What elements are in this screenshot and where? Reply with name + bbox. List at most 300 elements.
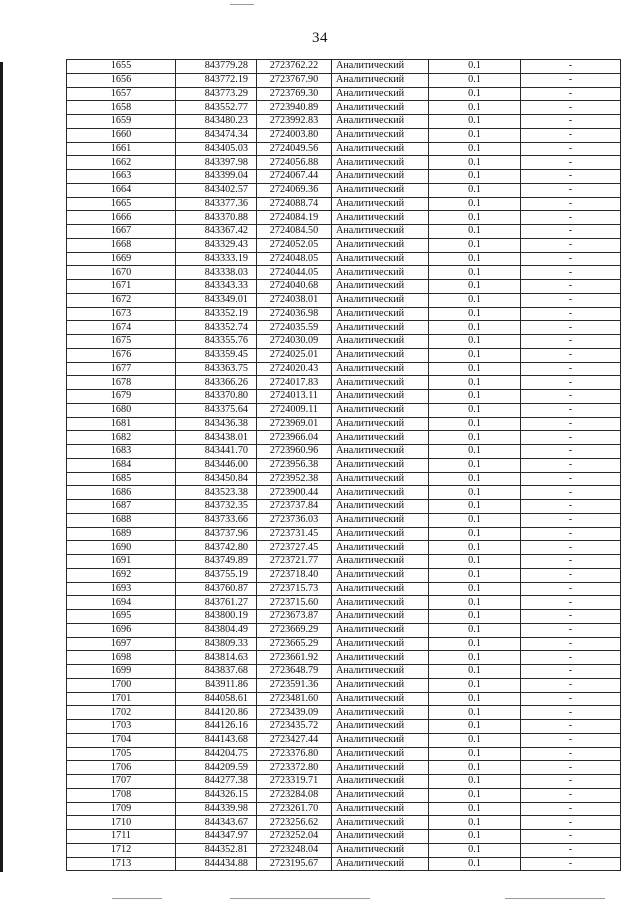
point-number-cell: 1704 — [67, 733, 176, 747]
note-cell: - — [521, 73, 621, 87]
error-cell: 0.1 — [429, 142, 521, 156]
point-number-cell: 1665 — [67, 197, 176, 211]
method-cell: Аналитический — [332, 431, 429, 445]
note-cell: - — [521, 706, 621, 720]
table-row — [67, 761, 621, 775]
error-cell: 0.1 — [429, 445, 521, 459]
error-cell: 0.1 — [429, 596, 521, 610]
x-coordinate-cell: 843441.70 — [176, 445, 257, 459]
table-row — [67, 733, 621, 747]
x-coordinate-cell: 844339.98 — [176, 802, 257, 816]
note-cell: - — [521, 390, 621, 404]
point-number-cell: 1707 — [67, 775, 176, 789]
y-coordinate-cell: 2723715.73 — [257, 582, 332, 596]
error-cell: 0.1 — [429, 775, 521, 789]
error-cell: 0.1 — [429, 761, 521, 775]
y-coordinate-cell: 2723673.87 — [257, 610, 332, 624]
error-cell: 0.1 — [429, 101, 521, 115]
error-cell: 0.1 — [429, 115, 521, 129]
x-coordinate-cell: 843397.98 — [176, 156, 257, 170]
point-number-cell: 1659 — [67, 115, 176, 129]
table-row — [67, 555, 621, 569]
note-cell: - — [521, 376, 621, 390]
table-row — [67, 706, 621, 720]
y-coordinate-cell: 2723435.72 — [257, 720, 332, 734]
x-coordinate-cell: 843772.19 — [176, 73, 257, 87]
point-number-cell: 1686 — [67, 486, 176, 500]
table-row — [67, 197, 621, 211]
point-number-cell: 1691 — [67, 555, 176, 569]
error-cell: 0.1 — [429, 568, 521, 582]
method-cell: Аналитический — [332, 238, 429, 252]
x-coordinate-cell: 843749.89 — [176, 555, 257, 569]
y-coordinate-cell: 2723319.71 — [257, 775, 332, 789]
y-coordinate-cell: 2723737.84 — [257, 500, 332, 514]
y-coordinate-cell: 2723372.80 — [257, 761, 332, 775]
method-cell: Аналитический — [332, 843, 429, 857]
method-cell: Аналитический — [332, 582, 429, 596]
x-coordinate-cell: 843370.88 — [176, 211, 257, 225]
x-coordinate-cell: 844434.88 — [176, 857, 257, 871]
x-coordinate-cell: 844352.81 — [176, 843, 257, 857]
error-cell: 0.1 — [429, 802, 521, 816]
error-cell: 0.1 — [429, 541, 521, 555]
table-row — [67, 665, 621, 679]
method-cell: Аналитический — [332, 802, 429, 816]
x-coordinate-cell: 843366.26 — [176, 376, 257, 390]
table-row — [67, 376, 621, 390]
method-cell: Аналитический — [332, 321, 429, 335]
y-coordinate-cell: 2723256.62 — [257, 816, 332, 830]
error-cell: 0.1 — [429, 73, 521, 87]
table-row — [67, 142, 621, 156]
scan-speck-bottom-right — [505, 898, 605, 899]
page-number: 34 — [312, 30, 328, 46]
error-cell: 0.1 — [429, 582, 521, 596]
point-number-cell: 1710 — [67, 816, 176, 830]
point-number-cell: 1664 — [67, 183, 176, 197]
table-row — [67, 417, 621, 431]
error-cell: 0.1 — [429, 527, 521, 541]
method-cell: Аналитический — [332, 225, 429, 239]
y-coordinate-cell: 2724036.98 — [257, 307, 332, 321]
note-cell: - — [521, 775, 621, 789]
error-cell: 0.1 — [429, 830, 521, 844]
note-cell: - — [521, 115, 621, 129]
method-cell: Аналитический — [332, 830, 429, 844]
table-row — [67, 307, 621, 321]
point-number-cell: 1679 — [67, 390, 176, 404]
x-coordinate-cell: 844143.68 — [176, 733, 257, 747]
y-coordinate-cell: 2724035.59 — [257, 321, 332, 335]
point-number-cell: 1701 — [67, 692, 176, 706]
table-row — [67, 527, 621, 541]
note-cell: - — [521, 747, 621, 761]
point-number-cell: 1697 — [67, 637, 176, 651]
method-cell: Аналитический — [332, 692, 429, 706]
table-row — [67, 692, 621, 706]
method-cell: Аналитический — [332, 252, 429, 266]
note-cell: - — [521, 348, 621, 362]
table-row — [67, 280, 621, 294]
method-cell: Аналитический — [332, 403, 429, 417]
error-cell: 0.1 — [429, 280, 521, 294]
note-cell: - — [521, 156, 621, 170]
table-row — [67, 486, 621, 500]
x-coordinate-cell: 843733.66 — [176, 513, 257, 527]
error-cell: 0.1 — [429, 637, 521, 651]
y-coordinate-cell: 2724044.05 — [257, 266, 332, 280]
point-number-cell: 1680 — [67, 403, 176, 417]
note-cell: - — [521, 733, 621, 747]
y-coordinate-cell: 2724084.19 — [257, 211, 332, 225]
table-row — [67, 596, 621, 610]
y-coordinate-cell: 2723665.29 — [257, 637, 332, 651]
note-cell: - — [521, 417, 621, 431]
note-cell: - — [521, 568, 621, 582]
y-coordinate-cell: 2723481.60 — [257, 692, 332, 706]
method-cell: Аналитический — [332, 142, 429, 156]
method-cell: Аналитический — [332, 87, 429, 101]
method-cell: Аналитический — [332, 706, 429, 720]
note-cell: - — [521, 623, 621, 637]
y-coordinate-cell: 2723439.09 — [257, 706, 332, 720]
table-row — [67, 775, 621, 789]
note-cell: - — [521, 280, 621, 294]
method-cell: Аналитический — [332, 197, 429, 211]
error-cell: 0.1 — [429, 788, 521, 802]
point-number-cell: 1675 — [67, 335, 176, 349]
y-coordinate-cell: 2723762.22 — [257, 60, 332, 74]
note-cell: - — [521, 857, 621, 871]
y-coordinate-cell: 2723648.79 — [257, 665, 332, 679]
method-cell: Аналитический — [332, 335, 429, 349]
error-cell: 0.1 — [429, 706, 521, 720]
point-number-cell: 1655 — [67, 60, 176, 74]
point-number-cell: 1688 — [67, 513, 176, 527]
table-row — [67, 348, 621, 362]
table-row — [67, 637, 621, 651]
method-cell: Аналитический — [332, 733, 429, 747]
note-cell: - — [521, 637, 621, 651]
note-cell: - — [521, 335, 621, 349]
x-coordinate-cell: 843742.80 — [176, 541, 257, 555]
note-cell: - — [521, 651, 621, 665]
method-cell: Аналитический — [332, 390, 429, 404]
y-coordinate-cell: 2723952.38 — [257, 472, 332, 486]
error-cell: 0.1 — [429, 458, 521, 472]
point-number-cell: 1693 — [67, 582, 176, 596]
point-number-cell: 1687 — [67, 500, 176, 514]
error-cell: 0.1 — [429, 252, 521, 266]
point-number-cell: 1674 — [67, 321, 176, 335]
note-cell: - — [521, 183, 621, 197]
y-coordinate-cell: 2724013.11 — [257, 390, 332, 404]
table-row — [67, 211, 621, 225]
x-coordinate-cell: 843338.03 — [176, 266, 257, 280]
note-cell: - — [521, 692, 621, 706]
x-coordinate-cell: 843352.19 — [176, 307, 257, 321]
table-row — [67, 678, 621, 692]
x-coordinate-cell: 843367.42 — [176, 225, 257, 239]
y-coordinate-cell: 2724067.44 — [257, 170, 332, 184]
y-coordinate-cell: 2723284.08 — [257, 788, 332, 802]
y-coordinate-cell: 2723591.36 — [257, 678, 332, 692]
y-coordinate-cell: 2723956.38 — [257, 458, 332, 472]
method-cell: Аналитический — [332, 678, 429, 692]
method-cell: Аналитический — [332, 115, 429, 129]
y-coordinate-cell: 2723900.44 — [257, 486, 332, 500]
point-number-cell: 1677 — [67, 362, 176, 376]
x-coordinate-cell: 843755.19 — [176, 568, 257, 582]
point-number-cell: 1666 — [67, 211, 176, 225]
note-cell: - — [521, 445, 621, 459]
method-cell: Аналитический — [332, 747, 429, 761]
note-cell: - — [521, 225, 621, 239]
y-coordinate-cell: 2723736.03 — [257, 513, 332, 527]
table-row — [67, 403, 621, 417]
method-cell: Аналитический — [332, 472, 429, 486]
note-cell: - — [521, 238, 621, 252]
method-cell: Аналитический — [332, 266, 429, 280]
point-number-cell: 1676 — [67, 348, 176, 362]
method-cell: Аналитический — [332, 458, 429, 472]
point-number-cell: 1689 — [67, 527, 176, 541]
table-row — [67, 362, 621, 376]
table-row — [67, 857, 621, 871]
error-cell: 0.1 — [429, 183, 521, 197]
x-coordinate-cell: 844204.75 — [176, 747, 257, 761]
table-row — [67, 225, 621, 239]
error-cell: 0.1 — [429, 678, 521, 692]
note-cell: - — [521, 170, 621, 184]
scan-speck-bottom-mid — [230, 898, 370, 899]
table-row — [67, 87, 621, 101]
table-row — [67, 293, 621, 307]
method-cell: Аналитический — [332, 417, 429, 431]
error-cell: 0.1 — [429, 747, 521, 761]
error-cell: 0.1 — [429, 403, 521, 417]
table-row — [67, 458, 621, 472]
table-row — [67, 816, 621, 830]
note-cell: - — [521, 362, 621, 376]
x-coordinate-cell: 843474.34 — [176, 128, 257, 142]
method-cell: Аналитический — [332, 211, 429, 225]
y-coordinate-cell: 2724040.68 — [257, 280, 332, 294]
method-cell: Аналитический — [332, 445, 429, 459]
point-number-cell: 1685 — [67, 472, 176, 486]
note-cell: - — [521, 101, 621, 115]
error-cell: 0.1 — [429, 816, 521, 830]
method-cell: Аналитический — [332, 500, 429, 514]
note-cell: - — [521, 321, 621, 335]
point-number-cell: 1672 — [67, 293, 176, 307]
table-row — [67, 802, 621, 816]
error-cell: 0.1 — [429, 857, 521, 871]
table-row — [67, 472, 621, 486]
error-cell: 0.1 — [429, 211, 521, 225]
y-coordinate-cell: 2723427.44 — [257, 733, 332, 747]
point-number-cell: 1708 — [67, 788, 176, 802]
method-cell: Аналитический — [332, 156, 429, 170]
table-row — [67, 73, 621, 87]
y-coordinate-cell: 2724020.43 — [257, 362, 332, 376]
point-number-cell: 1684 — [67, 458, 176, 472]
x-coordinate-cell: 843333.19 — [176, 252, 257, 266]
y-coordinate-cell: 2723992.83 — [257, 115, 332, 129]
error-cell: 0.1 — [429, 431, 521, 445]
note-cell: - — [521, 582, 621, 596]
x-coordinate-cell: 843523.38 — [176, 486, 257, 500]
point-number-cell: 1673 — [67, 307, 176, 321]
note-cell: - — [521, 830, 621, 844]
error-cell: 0.1 — [429, 266, 521, 280]
method-cell: Аналитический — [332, 128, 429, 142]
x-coordinate-cell: 844209.59 — [176, 761, 257, 775]
x-coordinate-cell: 844326.15 — [176, 788, 257, 802]
note-cell: - — [521, 527, 621, 541]
error-cell: 0.1 — [429, 60, 521, 74]
method-cell: Аналитический — [332, 376, 429, 390]
y-coordinate-cell: 2724009.11 — [257, 403, 332, 417]
table-row — [67, 610, 621, 624]
y-coordinate-cell: 2723252.04 — [257, 830, 332, 844]
error-cell: 0.1 — [429, 362, 521, 376]
point-number-cell: 1671 — [67, 280, 176, 294]
point-number-cell: 1698 — [67, 651, 176, 665]
x-coordinate-cell: 843375.64 — [176, 403, 257, 417]
error-cell: 0.1 — [429, 843, 521, 857]
error-cell: 0.1 — [429, 128, 521, 142]
point-number-cell: 1696 — [67, 623, 176, 637]
coordinates-table-body — [67, 60, 621, 871]
y-coordinate-cell: 2724069.36 — [257, 183, 332, 197]
y-coordinate-cell: 2723721.77 — [257, 555, 332, 569]
method-cell: Аналитический — [332, 101, 429, 115]
x-coordinate-cell: 844343.67 — [176, 816, 257, 830]
point-number-cell: 1700 — [67, 678, 176, 692]
y-coordinate-cell: 2724030.09 — [257, 335, 332, 349]
point-number-cell: 1663 — [67, 170, 176, 184]
x-coordinate-cell: 843732.35 — [176, 500, 257, 514]
y-coordinate-cell: 2723669.29 — [257, 623, 332, 637]
note-cell: - — [521, 761, 621, 775]
point-number-cell: 1681 — [67, 417, 176, 431]
y-coordinate-cell: 2724056.88 — [257, 156, 332, 170]
x-coordinate-cell: 843329.43 — [176, 238, 257, 252]
table-row — [67, 513, 621, 527]
x-coordinate-cell: 843352.74 — [176, 321, 257, 335]
x-coordinate-cell: 843760.87 — [176, 582, 257, 596]
error-cell: 0.1 — [429, 376, 521, 390]
scan-edge-bar — [0, 62, 3, 872]
method-cell: Аналитический — [332, 788, 429, 802]
point-number-cell: 1656 — [67, 73, 176, 87]
point-number-cell: 1699 — [67, 665, 176, 679]
method-cell: Аналитический — [332, 816, 429, 830]
y-coordinate-cell: 2724084.50 — [257, 225, 332, 239]
x-coordinate-cell: 844277.38 — [176, 775, 257, 789]
note-cell: - — [521, 197, 621, 211]
method-cell: Аналитический — [332, 555, 429, 569]
error-cell: 0.1 — [429, 156, 521, 170]
method-cell: Аналитический — [332, 857, 429, 871]
method-cell: Аналитический — [332, 293, 429, 307]
x-coordinate-cell: 843359.45 — [176, 348, 257, 362]
table-row — [67, 541, 621, 555]
y-coordinate-cell: 2723248.04 — [257, 843, 332, 857]
x-coordinate-cell: 843343.33 — [176, 280, 257, 294]
table-row — [67, 651, 621, 665]
error-cell: 0.1 — [429, 307, 521, 321]
error-cell: 0.1 — [429, 610, 521, 624]
y-coordinate-cell: 2723966.04 — [257, 431, 332, 445]
error-cell: 0.1 — [429, 665, 521, 679]
table-row — [67, 266, 621, 280]
point-number-cell: 1709 — [67, 802, 176, 816]
note-cell: - — [521, 266, 621, 280]
scan-speck-top — [230, 4, 254, 5]
point-number-cell: 1711 — [67, 830, 176, 844]
point-number-cell: 1669 — [67, 252, 176, 266]
point-number-cell: 1695 — [67, 610, 176, 624]
method-cell: Аналитический — [332, 527, 429, 541]
method-cell: Аналитический — [332, 720, 429, 734]
note-cell: - — [521, 843, 621, 857]
x-coordinate-cell: 843773.29 — [176, 87, 257, 101]
table-row — [67, 582, 621, 596]
table-row — [67, 830, 621, 844]
method-cell: Аналитический — [332, 348, 429, 362]
y-coordinate-cell: 2723767.90 — [257, 73, 332, 87]
note-cell: - — [521, 128, 621, 142]
error-cell: 0.1 — [429, 225, 521, 239]
table-row — [67, 252, 621, 266]
table-row — [67, 390, 621, 404]
point-number-cell: 1690 — [67, 541, 176, 555]
point-number-cell: 1692 — [67, 568, 176, 582]
note-cell: - — [521, 720, 621, 734]
note-cell: - — [521, 541, 621, 555]
error-cell: 0.1 — [429, 170, 521, 184]
error-cell: 0.1 — [429, 486, 521, 500]
y-coordinate-cell: 2723960.96 — [257, 445, 332, 459]
error-cell: 0.1 — [429, 238, 521, 252]
note-cell: - — [521, 87, 621, 101]
y-coordinate-cell: 2723661.92 — [257, 651, 332, 665]
note-cell: - — [521, 513, 621, 527]
y-coordinate-cell: 2723261.70 — [257, 802, 332, 816]
x-coordinate-cell: 843450.84 — [176, 472, 257, 486]
note-cell: - — [521, 802, 621, 816]
method-cell: Аналитический — [332, 280, 429, 294]
table-row — [67, 843, 621, 857]
x-coordinate-cell: 843800.19 — [176, 610, 257, 624]
point-number-cell: 1661 — [67, 142, 176, 156]
error-cell: 0.1 — [429, 321, 521, 335]
error-cell: 0.1 — [429, 720, 521, 734]
point-number-cell: 1660 — [67, 128, 176, 142]
note-cell: - — [521, 610, 621, 624]
method-cell: Аналитический — [332, 170, 429, 184]
y-coordinate-cell: 2724048.05 — [257, 252, 332, 266]
y-coordinate-cell: 2723195.67 — [257, 857, 332, 871]
method-cell: Аналитический — [332, 665, 429, 679]
table-row — [67, 623, 621, 637]
x-coordinate-cell: 843761.27 — [176, 596, 257, 610]
note-cell: - — [521, 816, 621, 830]
x-coordinate-cell: 843446.00 — [176, 458, 257, 472]
